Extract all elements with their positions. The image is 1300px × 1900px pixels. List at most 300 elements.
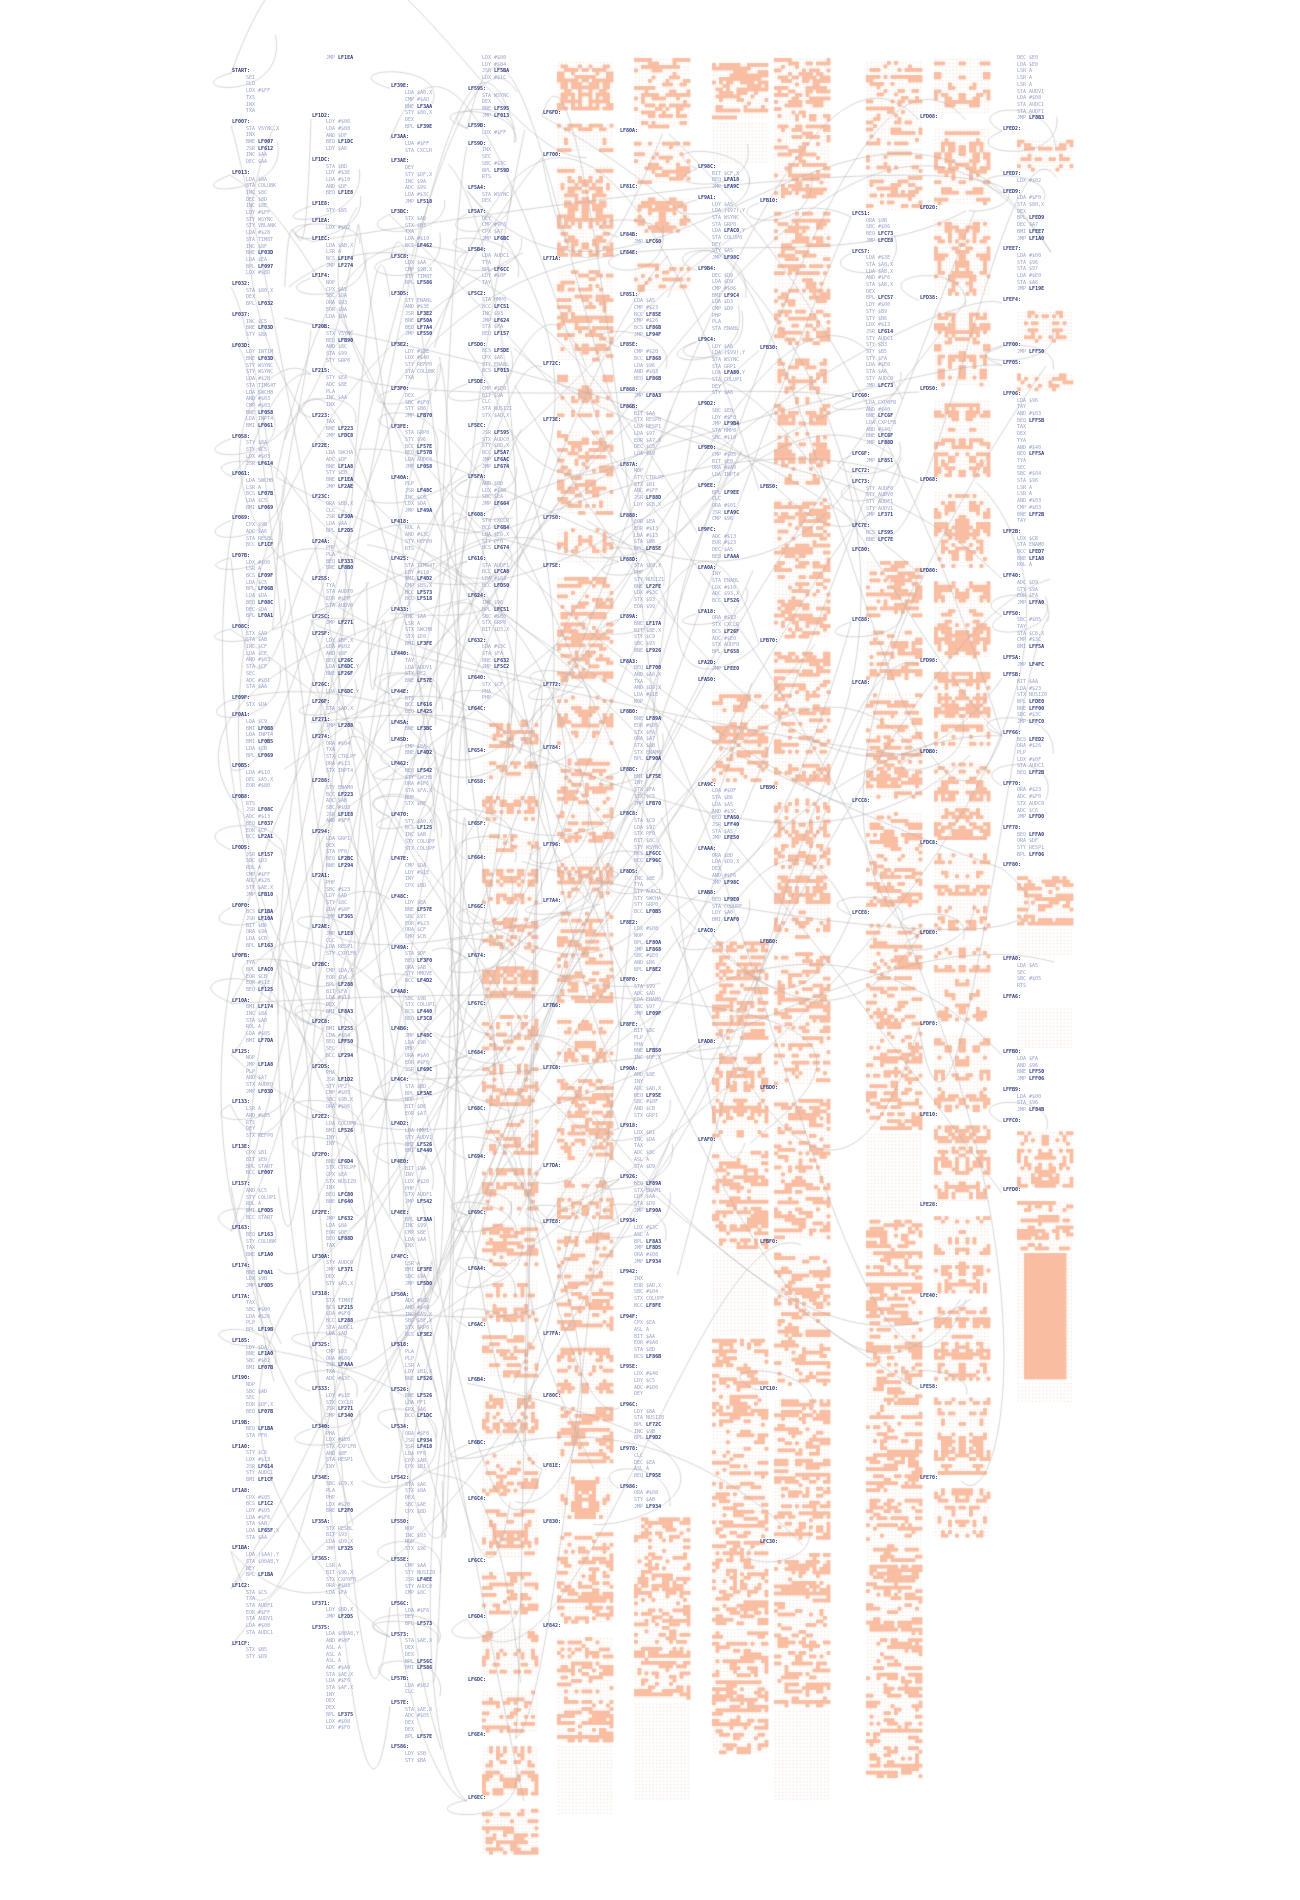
asm-instruction: BNE LF0A1 [246, 1269, 274, 1276]
asm-instruction: STA $AB,X [866, 282, 894, 288]
asm-label: LF59B: [468, 123, 487, 130]
asm-instruction: LDA GRP1 [326, 835, 351, 842]
asm-instruction: BEQ LFC73 [866, 231, 894, 238]
asm-label: LFF05: [1003, 359, 1022, 366]
asm-label: LF3FE: [391, 423, 410, 430]
asm-label: LF7E8: [543, 1218, 562, 1225]
asm-label: LF3BC: [391, 209, 410, 216]
asm-instruction: DEX [866, 288, 876, 295]
asm-instruction: STY AUDC1 [866, 335, 894, 342]
asm-instruction: PHP [326, 880, 336, 886]
asm-instruction: STA $80,X [246, 287, 274, 294]
asm-instruction: ADC $D9 [1017, 579, 1039, 586]
asm-instruction: LDA $9B [405, 1039, 427, 1046]
asm-label: LF0D5: [232, 844, 251, 851]
asm-instruction: BPL LF3AA [405, 1216, 433, 1223]
asm-instruction: LDX #$02 [326, 225, 351, 232]
asm-instruction: STX GRP1 [634, 1112, 659, 1119]
asm-instruction: LDY #$F0 [326, 1725, 351, 1732]
asm-instruction: LDA #$00 [1017, 1093, 1042, 1100]
asm-label: LF4C4: [391, 1077, 410, 1084]
asm-instruction: DEX [326, 1001, 336, 1008]
asm-instruction: STX AUDC0 [1017, 800, 1045, 807]
asm-instruction: BIT $AA [634, 1333, 656, 1340]
asm-instruction: BPL LF032 [246, 301, 274, 308]
asm-instruction: SBC #$3C [482, 160, 507, 167]
asm-instruction: AND $A7 [246, 1075, 268, 1082]
asm-instruction: TAY [1017, 624, 1027, 630]
asm-instruction: DEC $E0 [1017, 55, 1039, 61]
asm-instruction: EOR #$13 [634, 525, 659, 532]
asm-label: LF4EE: [391, 1209, 410, 1216]
asm-instruction: JMP LF48C [405, 1033, 433, 1039]
asm-instruction: BEQ LF157 [482, 330, 510, 337]
asm-instruction: ROL A [1017, 562, 1033, 569]
asm-instruction: LDA $CB [246, 936, 268, 942]
asm-instruction: LDA AUDV1 [405, 664, 433, 671]
asm-label: LF88D: [620, 556, 639, 563]
asm-instruction: STY WSYNC [634, 844, 662, 851]
asm-instruction: JMP LF371 [326, 1267, 354, 1274]
asm-instruction: BEQ LF425 [405, 708, 433, 715]
asm-label: LF20B: [312, 324, 331, 331]
asm-instruction: LDA #$FF [405, 141, 430, 147]
asm-label: LF1BA: [232, 1545, 251, 1552]
asm-instruction: AND $8C [326, 344, 348, 351]
asm-instruction: LDY #$00 [866, 302, 891, 309]
asm-instruction: STY $C6 [246, 1450, 268, 1457]
asm-instruction: JMP LF934 [634, 1258, 662, 1265]
asm-instruction: LDA INPT4 [246, 416, 274, 423]
asm-instruction: INC $C5 [246, 318, 268, 325]
asm-instruction: ADC $AB [326, 798, 348, 805]
asm-label: LF542: [391, 1475, 410, 1481]
asm-instruction: INC $CF [246, 644, 268, 650]
asm-instruction: ADC #$3C [326, 1375, 351, 1382]
asm-instruction: AND #$F6 [712, 872, 737, 879]
asm-instruction: BNE LF4D2 [405, 750, 433, 757]
asm-instruction: INC $99 [405, 1223, 427, 1230]
asm-instruction: INX [246, 101, 256, 108]
asm-instruction: BCC LFD50 [482, 582, 510, 589]
asm-instruction: JMP LF98C [712, 255, 740, 262]
asm-instruction: BIT $8C [634, 838, 656, 844]
asm-label: LF013: [232, 169, 251, 176]
asm-instruction: BNE LF2FE [634, 583, 662, 590]
asm-instruction: BPL LF069 [246, 752, 274, 759]
asm-instruction: ADC $C6 [1017, 807, 1039, 814]
asm-label: LF433: [391, 607, 410, 614]
asm-instruction: ASL A [326, 1651, 342, 1658]
asm-instruction: BMI LF069 [246, 504, 274, 511]
asm-instruction: LSR A [1017, 75, 1033, 82]
asm-label: LF87A: [620, 461, 639, 468]
asm-instruction: LDA #$3E [866, 255, 891, 262]
asm-instruction: STX $CF [482, 681, 504, 688]
asm-label: LF2A1: [312, 873, 331, 880]
asm-label: LF674: [468, 952, 487, 959]
asm-instruction: CMP #$FF [246, 871, 271, 878]
asm-instruction: ADC $93,X [712, 591, 740, 598]
asm-instruction: BEQ LF57B [405, 450, 433, 457]
asm-instruction: JMP LF2D5 [326, 1614, 354, 1620]
asm-instruction: JMP LF550 [405, 331, 433, 338]
asm-instruction: ADC $8E [326, 381, 348, 388]
asm-label: LF5EC: [468, 423, 487, 430]
asm-label: LF3C8: [391, 253, 410, 260]
asm-instruction: ORA $9A [246, 929, 268, 936]
asm-instruction: BNE LF6D4 [326, 1158, 354, 1165]
asm-instruction: AND $BD [482, 480, 504, 487]
asm-instruction: JMP LF340 [326, 1413, 354, 1420]
asm-label: LF654: [468, 747, 487, 754]
asm-instruction: LDA ($99),Y [712, 350, 746, 357]
asm-instruction: STA $D9 [634, 1163, 656, 1170]
asm-instruction: ADC #$13 [712, 533, 737, 540]
asm-instruction: LDX #$3C [634, 590, 659, 597]
asm-instruction: STY WSYNC [246, 216, 274, 223]
asm-instruction: LDA #$03 [482, 576, 507, 582]
asm-instruction: LDY #$1E [326, 1393, 351, 1399]
asm-instruction: BNE LF1A0 [246, 1351, 274, 1358]
asm-instruction: BCC LF6B4 [482, 525, 510, 532]
asm-label: LFC72: [852, 468, 871, 475]
asm-instruction: BPL LF39E [405, 123, 433, 130]
asm-instruction: BEQ LF89A [634, 1180, 662, 1187]
asm-label: LF294: [312, 829, 331, 836]
asm-instruction: LDY $BF,X [326, 637, 354, 644]
asm-label: LF98C: [698, 164, 717, 170]
asm-instruction: STY TIM8T [405, 273, 433, 280]
asm-instruction: STX $DA [246, 701, 268, 708]
asm-instruction: BCS LF595 [866, 529, 894, 536]
asm-instruction: CMP #$03 [246, 402, 271, 409]
asm-instruction: JSR LF614 [246, 460, 274, 467]
asm-instruction: CPX $BD [405, 883, 427, 889]
asm-label: LF526: [391, 1386, 410, 1393]
asm-instruction: EOR $EA [634, 519, 656, 526]
asm-label: LF4FC: [391, 1254, 410, 1260]
asm-instruction: STY $8C [326, 900, 348, 907]
asm-instruction: CPX $EA [326, 1172, 348, 1178]
asm-instruction: ADC #$A0 [326, 1664, 351, 1671]
asm-label: LF125: [232, 1048, 251, 1055]
asm-label: LF223: [312, 412, 331, 419]
asm-instruction: BNE LFC6F [866, 433, 894, 440]
asm-label: LF8F0: [620, 977, 639, 984]
asm-instruction: BNE LF2F0 [326, 1508, 354, 1515]
asm-instruction: TAX [246, 1300, 256, 1307]
asm-instruction: EOR $DF [326, 1229, 348, 1236]
asm-label: LF10A: [232, 997, 251, 1004]
asm-instruction: LDA #$04 [326, 1032, 351, 1039]
asm-instruction: BEQ LF1BA [246, 1426, 274, 1433]
asm-instruction: LDA CXP0FB [866, 399, 897, 406]
asm-instruction: BNE LF526 [405, 1375, 433, 1382]
asm-instruction: BEQ LF95E [634, 1092, 662, 1099]
asm-instruction: LDX #$13 [866, 322, 891, 329]
asm-instruction: INX [634, 1276, 644, 1282]
asm-instruction: BMI LFAF0 [712, 917, 740, 923]
asm-instruction: INY [405, 1172, 415, 1179]
asm-instruction: BCC LF007 [246, 1170, 274, 1177]
asm-instruction: CPX $EA [634, 1320, 656, 1327]
asm-instruction: STX $FA [482, 324, 504, 331]
asm-instruction: CMP #$AD [405, 96, 430, 103]
asm-label: LFE58: [920, 1383, 939, 1390]
asm-instruction: STX $8F [405, 801, 427, 808]
asm-label: LF86B: [620, 404, 639, 410]
asm-label: LF3AA: [391, 134, 410, 141]
asm-instruction: ORA #$23 [1017, 787, 1042, 794]
asm-instruction: BEQ LFA18 [712, 177, 740, 184]
asm-label: LF325: [312, 1342, 331, 1349]
asm-instruction: STY NUSIZ0 [405, 1570, 436, 1577]
asm-instruction: DEX [246, 294, 256, 301]
asm-instruction: STA COLUPF [712, 903, 743, 910]
asm-instruction: PLP [634, 1034, 644, 1041]
asm-instruction: STY $AE,X [246, 885, 274, 892]
asm-instruction: BCC LF526 [712, 598, 740, 604]
asm-label: LFFD0: [1003, 1187, 1022, 1194]
asm-label: LF978: [620, 1446, 639, 1453]
asm-instruction: LDY #$10 [405, 569, 430, 576]
asm-label: LFAC0: [698, 927, 717, 934]
asm-instruction: LDY #$0F [482, 273, 507, 280]
asm-instruction: STA RESBL [246, 535, 274, 542]
asm-instruction: ORA $AB [405, 964, 427, 971]
asm-label: LF55E: [391, 1556, 410, 1563]
asm-instruction: BPL LF3AE [405, 1090, 433, 1097]
asm-instruction: STY $8A [246, 331, 268, 338]
asm-instruction: SBC #$04 [634, 1289, 659, 1296]
asm-label: LFF70: [1003, 780, 1022, 787]
asm-instruction: BNE LF03D [246, 356, 274, 362]
asm-instruction: DEC $A7 [1017, 222, 1039, 229]
asm-instruction: STX GRP0 [482, 620, 507, 627]
asm-instruction: STA $A0,X [866, 261, 894, 268]
asm-label: START: [232, 68, 251, 74]
asm-instruction: BCC LF8FE [634, 1302, 662, 1309]
asm-instruction: DEX [405, 1720, 415, 1727]
asm-instruction: BMI LF07B [246, 1364, 274, 1371]
asm-instruction: BMI LF4D2 [405, 576, 433, 583]
asm-instruction: LDA #$F6 [246, 1514, 271, 1521]
asm-instruction: STA $FA,X [405, 787, 433, 794]
asm-instruction: ROL A [246, 865, 262, 871]
asm-instruction: JSR LF1E8 [326, 811, 354, 818]
asm-instruction: JMP LF868 [634, 946, 662, 953]
asm-label: LF7FA: [543, 1330, 562, 1337]
asm-label: LFCE8: [852, 910, 871, 916]
asm-instruction: JMP LF288 [326, 723, 354, 730]
asm-instruction: BCS LF6CC [634, 851, 662, 858]
asm-instruction: BMI LF8A3 [326, 1008, 354, 1015]
asm-instruction: STY $B6 [866, 315, 888, 322]
asm-instruction: LDX #$02 [1017, 177, 1042, 184]
asm-instruction: BMI LF586 [405, 1665, 433, 1672]
asm-label: LFDE0: [920, 930, 939, 937]
asm-label: LFD68: [920, 476, 939, 483]
asm-instruction: LDX $AA [405, 260, 427, 267]
asm-instruction: CMP $8C [405, 1590, 427, 1597]
asm-instruction: BEQ LF3C8 [405, 1015, 433, 1022]
asm-instruction: BCC LF223 [326, 791, 354, 798]
asm-instruction: JSR LF1D2 [326, 1076, 354, 1083]
asm-instruction: JMP LF2AE [326, 483, 354, 490]
asm-label: LF66C: [468, 903, 487, 910]
asm-label: LF56C: [391, 1600, 410, 1607]
asm-instruction: STA AUDC1 [1017, 763, 1045, 770]
asm-instruction: JMP LF365 [326, 913, 354, 920]
asm-instruction: DEY [405, 165, 415, 172]
asm-instruction: STY PF2 [326, 1083, 348, 1090]
asm-instruction: DEC $DA [246, 606, 268, 613]
asm-instruction: AND $DF [326, 183, 348, 190]
asm-instruction: LDX #$08 [634, 926, 659, 933]
asm-instruction: BPL LF6CC [482, 266, 510, 273]
asm-instruction: ADC #$F0 [1017, 794, 1042, 801]
asm-instruction: LSR A [405, 620, 421, 627]
asm-instruction: LDA SWCHB [246, 389, 274, 396]
asm-instruction: LDX #$1C [482, 75, 507, 82]
asm-instruction: DEX [405, 1645, 415, 1652]
asm-instruction: NOP [246, 1382, 256, 1388]
asm-instruction: JMP LF632 [326, 1216, 354, 1223]
asm-label: LF81E: [543, 1462, 562, 1469]
asm-instruction: STA PF0 [246, 1432, 268, 1439]
asm-instruction: BPL LF06B [246, 586, 274, 593]
asm-label: LFD98: [920, 658, 939, 665]
asm-instruction: SEC [326, 1046, 336, 1053]
asm-label: LFD38: [920, 295, 939, 302]
asm-instruction: RTS [246, 800, 256, 807]
asm-instruction: DEX [326, 842, 336, 849]
asm-label: LF68C: [468, 1105, 487, 1112]
asm-instruction: LDA RESP1 [634, 424, 662, 431]
asm-instruction: LDA #$26 [246, 1313, 271, 1320]
asm-instruction: STA $C6,X [1017, 630, 1045, 637]
asm-instruction: INY [405, 876, 415, 883]
asm-instruction: AND #$03 [246, 396, 271, 403]
asm-instruction: SBC #$3C [1017, 712, 1042, 719]
asm-instruction: STY $FA [866, 355, 888, 362]
asm-label: LF1EC: [312, 235, 331, 242]
asm-label: LF85E: [620, 342, 639, 349]
asm-instruction: BIT $CF,X [712, 170, 740, 177]
asm-label: LF9A1: [698, 194, 717, 201]
asm-instruction: RTS [246, 1119, 256, 1126]
asm-instruction: AND $96 [1017, 1062, 1039, 1069]
asm-instruction: TYA [482, 259, 492, 266]
asm-instruction: EOR $99 [634, 603, 656, 610]
asm-instruction: LDA $8A [326, 1222, 348, 1229]
asm-label: LF375: [312, 1624, 331, 1631]
asm-label: LF664: [468, 855, 487, 862]
asm-label: LF595: [468, 85, 487, 92]
asm-instruction: JSR LF157 [246, 851, 274, 858]
asm-instruction: BNE LF640 [326, 1198, 354, 1205]
asm-instruction: CPX $8D [405, 1508, 427, 1515]
asm-label: LF2BC: [312, 961, 331, 968]
asm-instruction: LDX #$E0 [326, 1437, 351, 1444]
asm-instruction: BIT $93 [326, 1532, 348, 1539]
asm-label: LF30A: [312, 1253, 331, 1260]
asm-instruction: ASL A [326, 1644, 342, 1651]
asm-instruction: JMP LF934 [634, 1503, 662, 1510]
asm-instruction: TYA [1017, 457, 1027, 464]
asm-label: LF318: [312, 1291, 331, 1298]
asm-instruction: BPL LF57E [405, 1733, 433, 1740]
asm-instruction: CPX $A7 [482, 229, 504, 236]
asm-instruction: LDA $AA [405, 1236, 427, 1243]
asm-instruction: AND #$FF [326, 818, 351, 825]
asm-label: LF371: [312, 1600, 331, 1607]
asm-instruction: STY ENABL [405, 297, 433, 304]
asm-instruction: STA ENABL [712, 577, 740, 584]
asm-instruction: LDX $CB [1017, 535, 1039, 542]
asm-instruction: JSR LF30A [326, 514, 354, 521]
asm-instruction: BNE LFC6F [866, 413, 894, 420]
asm-instruction: LDA #$10 [246, 769, 271, 776]
asm-instruction: STX AUDC0 [482, 436, 510, 443]
asm-instruction: ORA #$F0 [405, 1430, 430, 1437]
asm-instruction: SBC $DA [326, 293, 348, 300]
asm-instruction: BNE LF223 [326, 426, 354, 432]
asm-instruction: SBC $EA [482, 494, 504, 501]
asm-instruction: ASL A [326, 1658, 342, 1665]
asm-instruction: LDA #$0F [326, 906, 351, 913]
asm-instruction: BPL LF85E [634, 546, 662, 552]
asm-instruction: LDA $DA [246, 593, 268, 600]
asm-instruction: STA $B6 [634, 539, 656, 546]
asm-instruction: JMP LF8A3 [634, 393, 662, 400]
asm-instruction: STA $99 [634, 984, 656, 990]
asm-instruction: STY $B5 [866, 349, 888, 355]
asm-instruction: BPL LF658 [712, 648, 740, 655]
asm-instruction: BNE LF595 [482, 105, 510, 112]
asm-instruction: STY $BD,X [482, 443, 510, 450]
asm-label: LF50A: [391, 1291, 410, 1298]
asm-instruction: BNE LF50A [405, 317, 433, 324]
asm-instruction: JSR LF612 [246, 145, 274, 152]
asm-instruction: JMP LF851 [866, 457, 894, 464]
asm-label: LFB50: [760, 484, 779, 491]
asm-label: LF333: [312, 1386, 331, 1393]
asm-instruction: JMP LF5D0 [405, 1280, 433, 1287]
asm-instruction: JSR LF88D [634, 495, 662, 502]
asm-instruction: LDA $FA [1017, 1056, 1039, 1062]
asm-instruction: NOP [405, 794, 415, 801]
asm-instruction: INC $DF,X [634, 1055, 662, 1061]
asm-label: LFF5A: [1003, 654, 1022, 661]
asm-instruction: LDA #$08 [326, 126, 351, 132]
asm-instruction: BNE LF8B0 [326, 565, 354, 572]
asm-instruction: STA $99 [326, 351, 348, 357]
asm-instruction: STY $D9 [246, 1653, 268, 1660]
asm-label: LFED7: [1003, 171, 1022, 178]
asm-instruction: DEC $AA [246, 159, 268, 166]
asm-instruction: BCS LF5DE [482, 348, 510, 355]
asm-instruction: EOR $FA [1017, 593, 1039, 600]
asm-instruction: CPX $A6 [405, 1406, 427, 1413]
asm-instruction: DEX [405, 1726, 415, 1733]
asm-instruction: BCS LFED2 [1017, 736, 1045, 743]
asm-instruction: PLA [712, 319, 722, 326]
asm-instruction: ORA $8D [712, 852, 734, 859]
asm-label: LF470: [391, 812, 410, 818]
asm-instruction: LDA #$23 [1017, 685, 1042, 692]
